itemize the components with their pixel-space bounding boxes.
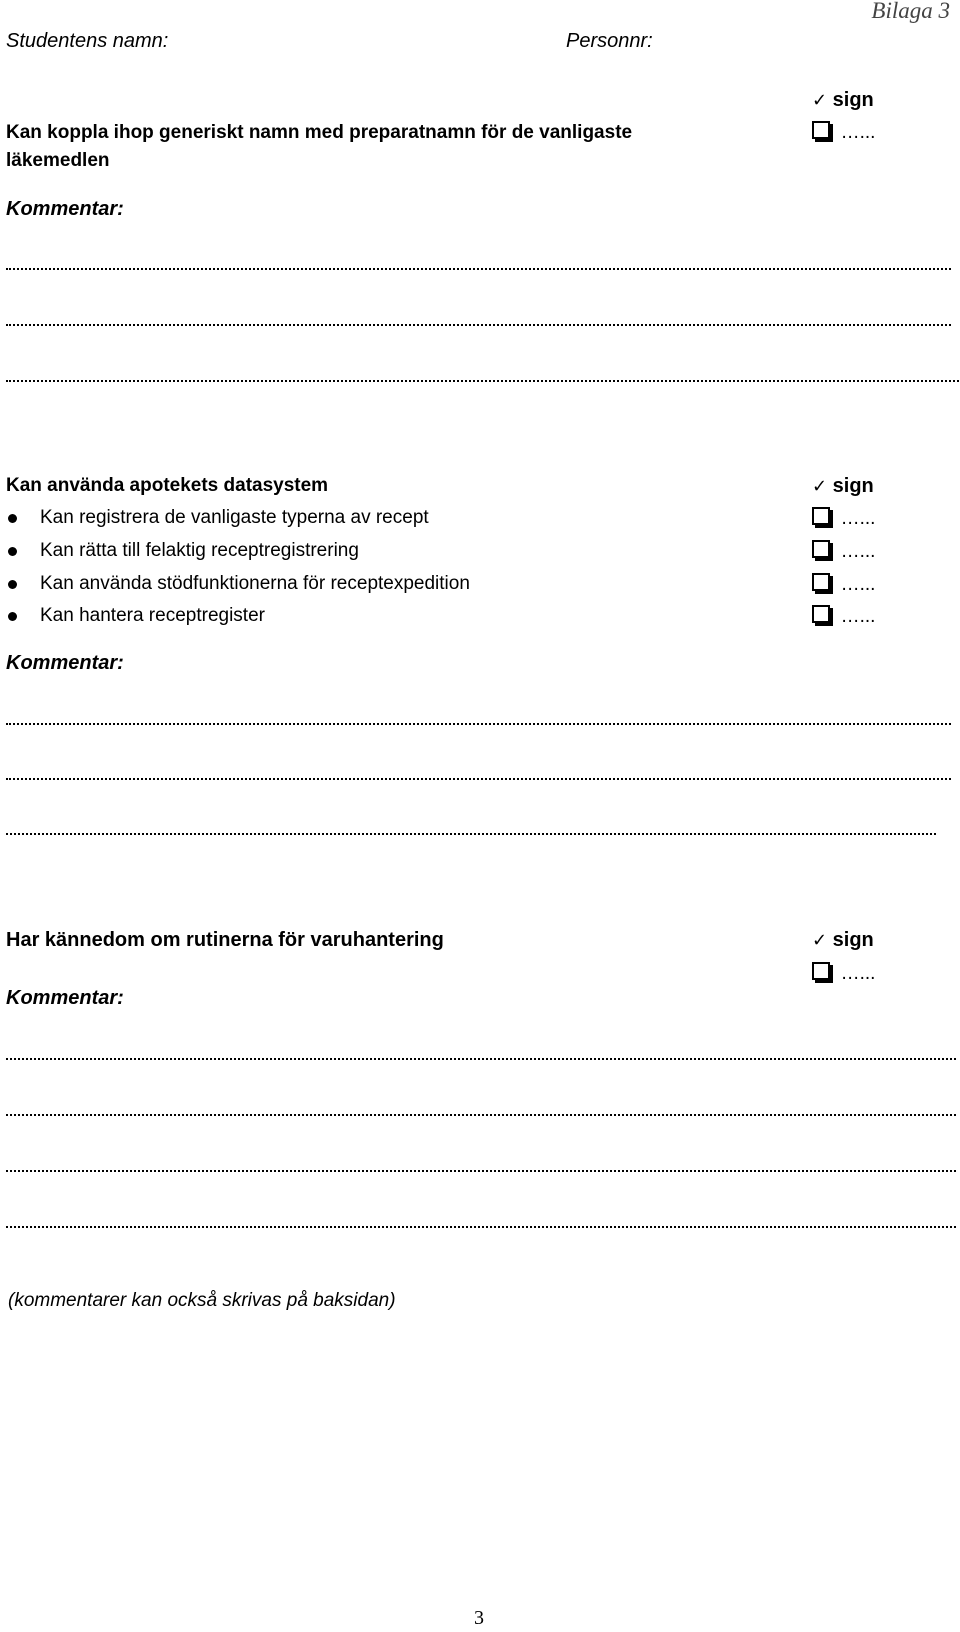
personal-number-label: Personnr: <box>566 30 653 52</box>
section1-title-line2: läkemedlen <box>6 150 110 171</box>
checkmark-icon: ✓ <box>812 476 828 497</box>
checkbox-icon[interactable] <box>812 962 830 980</box>
section3-title: Har kännedom om rutinerna för varuhantering <box>6 929 444 951</box>
checkbox-icon[interactable] <box>812 507 830 525</box>
comment-line[interactable] <box>6 1114 956 1116</box>
sign-checkbox[interactable] <box>812 573 875 596</box>
attachment-label: Bilaga 3 <box>871 0 950 23</box>
sign-checkbox[interactable] <box>812 540 875 563</box>
bullet-icon <box>8 547 17 556</box>
comment-label-3: Kommentar: <box>6 987 124 1009</box>
section1-title-line1: Kan koppla ihop generiskt namn med preparatnamn för de vanligaste <box>6 122 633 143</box>
page-number: 3 <box>474 1607 484 1629</box>
checkbox-icon[interactable] <box>812 605 830 623</box>
sign-placeholder: …... <box>840 606 876 627</box>
comment-label-1: Kommentar: <box>6 198 124 220</box>
comment-line[interactable] <box>6 833 936 835</box>
sign-label: sign <box>832 89 874 111</box>
checkbox-icon[interactable] <box>812 121 830 139</box>
section2-title: Kan använda apotekets datasystem <box>6 475 329 496</box>
sign-header-3 <box>812 929 874 952</box>
comment-line[interactable] <box>6 268 951 270</box>
sign-placeholder: …... <box>840 574 876 595</box>
bullet-icon <box>8 612 17 621</box>
bullet-icon <box>8 580 17 589</box>
list-item: Kan hantera receptregister <box>40 605 265 626</box>
sign-label: sign <box>832 929 874 951</box>
sign-checkbox-3[interactable] <box>812 962 875 985</box>
comment-line[interactable] <box>6 324 951 326</box>
student-name-label: Studentens namn: <box>6 30 169 52</box>
sign-checkbox[interactable] <box>812 507 875 530</box>
sign-header-1 <box>812 89 874 112</box>
list-item: Kan använda stödfunktionerna för receptexpedition <box>40 573 470 594</box>
list-item: Kan registrera de vanligaste typerna av recept <box>40 507 429 528</box>
sign-placeholder: …... <box>840 541 876 562</box>
comment-line[interactable] <box>6 1226 956 1228</box>
checkmark-icon: ✓ <box>812 90 828 111</box>
comment-line[interactable] <box>6 723 951 725</box>
sign-label: sign <box>832 475 874 497</box>
checkbox-icon[interactable] <box>812 540 830 558</box>
footer-note: (kommentarer kan också skrivas på baksidan) <box>8 1290 396 1311</box>
comment-line[interactable] <box>6 1058 956 1060</box>
sign-placeholder: …... <box>840 508 876 529</box>
sign-checkbox-1[interactable] <box>812 121 875 144</box>
bullet-icon <box>8 514 17 523</box>
checkbox-icon[interactable] <box>812 573 830 591</box>
sign-placeholder: …... <box>840 963 876 984</box>
sign-placeholder: …... <box>840 122 876 143</box>
comment-line[interactable] <box>6 778 951 780</box>
sign-header-2 <box>812 475 874 498</box>
sign-checkbox[interactable] <box>812 605 875 628</box>
list-item: Kan rätta till felaktig receptregistrering <box>40 540 359 561</box>
comment-line[interactable] <box>6 1170 956 1172</box>
checkmark-icon: ✓ <box>812 930 828 951</box>
comment-label-2: Kommentar: <box>6 652 124 674</box>
comment-line[interactable] <box>6 380 960 382</box>
